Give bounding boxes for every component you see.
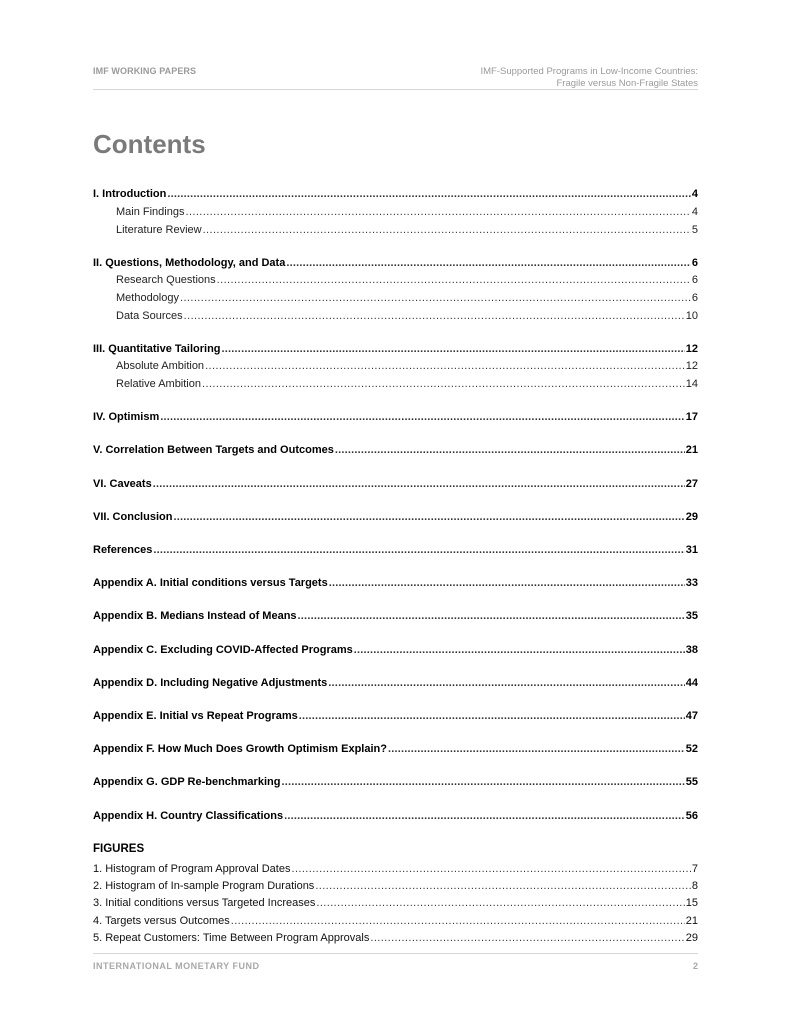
figure-entry-page: 15 bbox=[685, 897, 698, 909]
running-header-title-line2: Fragile versus Non-Fragile States bbox=[556, 77, 698, 89]
running-header-title bbox=[480, 66, 698, 89]
figures-heading: FIGURES bbox=[93, 843, 145, 855]
toc-entry-literature-review[interactable] bbox=[116, 223, 698, 237]
toc-leader-dots bbox=[167, 187, 691, 201]
toc-entry-label: Main Findings bbox=[116, 206, 185, 218]
toc-leader-dots bbox=[203, 223, 691, 237]
toc-entry-label: I. Introduction bbox=[93, 188, 167, 200]
toc-entry-page: 6 bbox=[691, 257, 698, 269]
toc-entry-appendix-d[interactable] bbox=[93, 676, 698, 690]
toc-leader-dots bbox=[315, 879, 691, 893]
toc-entry-page: 52 bbox=[685, 743, 698, 755]
figure-entry-4[interactable] bbox=[93, 914, 698, 928]
toc-entry-page: 47 bbox=[685, 710, 698, 722]
figure-entry-page: 29 bbox=[685, 932, 698, 944]
toc-leader-dots bbox=[222, 342, 685, 356]
toc-entry-absolute-ambition[interactable] bbox=[116, 359, 698, 373]
toc-entry-label: References bbox=[93, 544, 153, 556]
toc-entry-label: Appendix F. How Much Does Growth Optimism Explain? bbox=[93, 743, 387, 755]
figure-entry-label: 5. Repeat Customers: Time Between Program Approvals bbox=[93, 932, 370, 944]
toc-entry-page: 29 bbox=[685, 511, 698, 523]
toc-entry-questions-methodology-data[interactable] bbox=[93, 256, 698, 270]
figure-entry-label: 4. Targets versus Outcomes bbox=[93, 915, 230, 927]
toc-entry-label: Absolute Ambition bbox=[116, 360, 205, 372]
toc-entry-label: Appendix C. Excluding COVID-Affected Programs bbox=[93, 644, 353, 656]
toc-entry-methodology[interactable] bbox=[116, 291, 698, 305]
toc-entry-page: 17 bbox=[685, 411, 698, 423]
toc-entry-label: Appendix E. Initial vs Repeat Programs bbox=[93, 710, 298, 722]
header-divider bbox=[93, 89, 698, 90]
toc-entry-label: Appendix A. Initial conditions versus Targets bbox=[93, 577, 328, 589]
toc-leader-dots bbox=[153, 543, 684, 557]
toc-entry-main-findings[interactable] bbox=[116, 205, 698, 219]
toc-entry-optimism[interactable] bbox=[93, 410, 698, 424]
toc-leader-dots bbox=[291, 862, 690, 876]
figure-entry-page: 21 bbox=[685, 915, 698, 927]
figure-entry-label: 2. Histogram of In-sample Program Durations bbox=[93, 880, 315, 892]
toc-entry-research-questions[interactable] bbox=[116, 273, 698, 287]
figure-entry-page: 8 bbox=[691, 880, 698, 892]
toc-leader-dots bbox=[316, 896, 684, 910]
toc-entry-appendix-e[interactable] bbox=[93, 709, 698, 723]
toc-leader-dots bbox=[329, 576, 685, 590]
toc-entry-label: Research Questions bbox=[116, 274, 216, 286]
footer-divider bbox=[93, 953, 698, 954]
toc-entry-appendix-a[interactable] bbox=[93, 576, 698, 590]
toc-entry-page: 56 bbox=[685, 810, 698, 822]
toc-entry-page: 35 bbox=[685, 610, 698, 622]
running-header-title-line1: IMF-Supported Programs in Low-Income Countries: bbox=[480, 66, 698, 77]
toc-entry-appendix-c[interactable] bbox=[93, 643, 698, 657]
toc-entry-page: 31 bbox=[685, 544, 698, 556]
toc-leader-dots bbox=[185, 205, 690, 219]
toc-entry-caveats[interactable] bbox=[93, 477, 698, 491]
toc-leader-dots bbox=[153, 477, 685, 491]
toc-leader-dots bbox=[180, 291, 691, 305]
footer-page-number: 2 bbox=[692, 961, 698, 971]
toc-leader-dots bbox=[217, 273, 691, 287]
toc-entry-page: 6 bbox=[691, 292, 698, 304]
toc-leader-dots bbox=[202, 377, 685, 391]
toc-leader-dots bbox=[173, 510, 684, 524]
toc-entry-page: 21 bbox=[685, 444, 698, 456]
toc-leader-dots bbox=[388, 742, 685, 756]
toc-leader-dots bbox=[370, 931, 684, 945]
figure-entry-label: 1. Histogram of Program Approval Dates bbox=[93, 863, 291, 875]
toc-entry-label: Appendix H. Country Classifications bbox=[93, 810, 284, 822]
toc-leader-dots bbox=[328, 676, 684, 690]
toc-entry-page: 33 bbox=[685, 577, 698, 589]
toc-entry-label: VII. Conclusion bbox=[93, 511, 173, 523]
toc-leader-dots bbox=[281, 775, 684, 789]
toc-entry-quantitative-tailoring[interactable] bbox=[93, 342, 698, 356]
toc-entry-label: VI. Caveats bbox=[93, 478, 152, 490]
toc-leader-dots bbox=[354, 643, 685, 657]
toc-entry-relative-ambition[interactable] bbox=[116, 377, 698, 391]
toc-leader-dots bbox=[231, 914, 685, 928]
toc-entry-page: 27 bbox=[685, 478, 698, 490]
figure-entry-label: 3. Initial conditions versus Targeted Increases bbox=[93, 897, 316, 909]
toc-entry-page: 4 bbox=[691, 206, 698, 218]
toc-entry-conclusion[interactable] bbox=[93, 510, 698, 524]
toc-entry-label: IV. Optimism bbox=[93, 411, 160, 423]
toc-leader-dots bbox=[335, 443, 685, 457]
toc-entry-page: 4 bbox=[691, 188, 698, 200]
toc-entry-page: 5 bbox=[691, 224, 698, 236]
figure-entry-3[interactable] bbox=[93, 896, 698, 910]
toc-entry-label: Literature Review bbox=[116, 224, 202, 236]
figure-entry-1[interactable] bbox=[93, 862, 698, 876]
toc-entry-appendix-h[interactable] bbox=[93, 809, 698, 823]
page-title: Contents bbox=[93, 129, 206, 159]
toc-entry-correlation[interactable] bbox=[93, 443, 698, 457]
footer-organization: INTERNATIONAL MONETARY FUND bbox=[93, 961, 260, 971]
toc-leader-dots bbox=[184, 309, 685, 323]
toc-entry-label: Data Sources bbox=[116, 310, 183, 322]
toc-entry-label: V. Correlation Between Targets and Outcomes bbox=[93, 444, 334, 456]
toc-entry-appendix-f[interactable] bbox=[93, 742, 698, 756]
toc-entry-label: Appendix D. Including Negative Adjustments bbox=[93, 677, 328, 689]
toc-entry-page: 12 bbox=[685, 360, 698, 372]
toc-entry-page: 10 bbox=[685, 310, 698, 322]
toc-leader-dots bbox=[160, 410, 685, 424]
figure-entry-2[interactable] bbox=[93, 879, 698, 893]
toc-entry-label: III. Quantitative Tailoring bbox=[93, 343, 221, 355]
toc-entry-page: 14 bbox=[685, 378, 698, 390]
toc-entry-page: 12 bbox=[685, 343, 698, 355]
toc-entry-label: Relative Ambition bbox=[116, 378, 201, 390]
toc-entry-page: 55 bbox=[685, 776, 698, 788]
toc-entry-appendix-g[interactable] bbox=[93, 775, 698, 789]
figure-entry-page: 7 bbox=[691, 863, 698, 875]
toc-entry-data-sources[interactable] bbox=[116, 309, 698, 323]
toc-leader-dots bbox=[286, 256, 691, 270]
toc-entry-label: Methodology bbox=[116, 292, 179, 304]
toc-leader-dots bbox=[298, 609, 685, 623]
toc-entry-page: 6 bbox=[691, 274, 698, 286]
toc-leader-dots bbox=[205, 359, 685, 373]
toc-entry-page: 38 bbox=[685, 644, 698, 656]
toc-entry-introduction[interactable] bbox=[93, 187, 698, 201]
toc-leader-dots bbox=[299, 709, 685, 723]
toc-entry-label: Appendix B. Medians Instead of Means bbox=[93, 610, 297, 622]
figure-entry-5[interactable] bbox=[93, 931, 698, 945]
toc-entry-label: Appendix G. GDP Re-benchmarking bbox=[93, 776, 281, 788]
running-header-series: IMF WORKING PAPERS bbox=[93, 66, 197, 76]
toc-leader-dots bbox=[284, 809, 685, 823]
toc-entry-page: 44 bbox=[685, 677, 698, 689]
toc-entry-appendix-b[interactable] bbox=[93, 609, 698, 623]
toc-entry-references[interactable] bbox=[93, 543, 698, 557]
toc-entry-label: II. Questions, Methodology, and Data bbox=[93, 257, 286, 269]
